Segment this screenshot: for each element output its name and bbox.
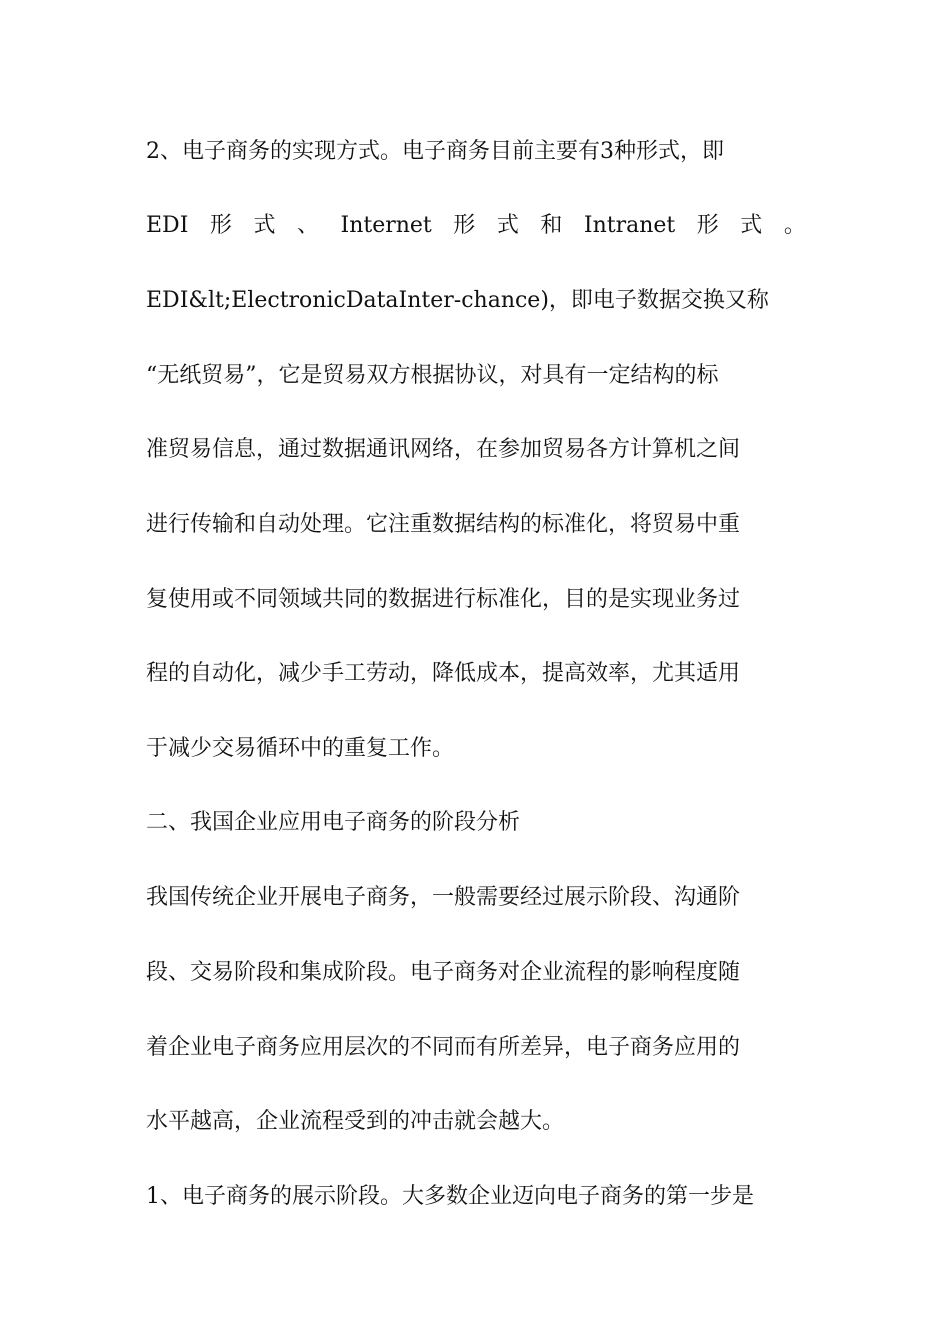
punct-dun: 、: [296, 213, 319, 238]
text-line-6: 进行传输和自动处理。它注重数据结构的标准化，将贸易中重: [146, 512, 741, 537]
word-intranet: Intranet: [583, 213, 676, 238]
text-line-3: EDI&lt;ElectronicDataInter-chance)，即电子数据交换又称: [146, 288, 769, 313]
text-line-5: 准贸易信息，通过数据通讯网络，在参加贸易各方计算机之间: [146, 437, 741, 462]
text-line-12: 段、交易阶段和集成阶段。电子商务对企业流程的影响程度随: [146, 960, 741, 985]
punct-period: 。: [783, 213, 806, 238]
text-line-15: 1、电子商务的展示阶段。大多数企业迈向电子商务的第一步是: [146, 1184, 754, 1209]
text-line-14: 水平越高，企业流程受到的冲击就会越大。: [146, 1109, 565, 1134]
word-shi: 式: [253, 213, 276, 238]
text-line-4: “无纸贸易”，它是贸易双方根据协议，对具有一定结构的标: [146, 363, 719, 388]
text-line-2: [146, 211, 806, 241]
word-xing: 形: [209, 213, 232, 238]
word-xing: 形: [453, 213, 476, 238]
text-line-11: 我国传统企业开展电子商务，一般需要经过展示阶段、沟通阶: [146, 885, 741, 910]
text-line-13: 着企业电子商务应用层次的不同而有所差异，电子商务应用的: [146, 1035, 741, 1060]
word-shi: 式: [496, 213, 519, 238]
word-shi: 式: [740, 213, 763, 238]
text-line-7: 复使用或不同领域共同的数据进行标准化，目的是实现业务过: [146, 587, 741, 612]
word-he: 和: [540, 213, 563, 238]
section-heading: 二、我国企业应用电子商务的阶段分析: [146, 810, 521, 835]
word-edi: EDI: [146, 213, 189, 238]
word-internet: Internet: [340, 213, 432, 238]
word-xing: 形: [696, 213, 719, 238]
text-line-1: 2、电子商务的实现方式。电子商务目前主要有3种形式，即: [146, 139, 724, 164]
text-line-9: 于减少交易循环中的重复工作。: [146, 736, 455, 761]
text-line-8: 程的自动化，减少手工劳动，降低成本，提高效率，尤其适用: [146, 661, 741, 686]
